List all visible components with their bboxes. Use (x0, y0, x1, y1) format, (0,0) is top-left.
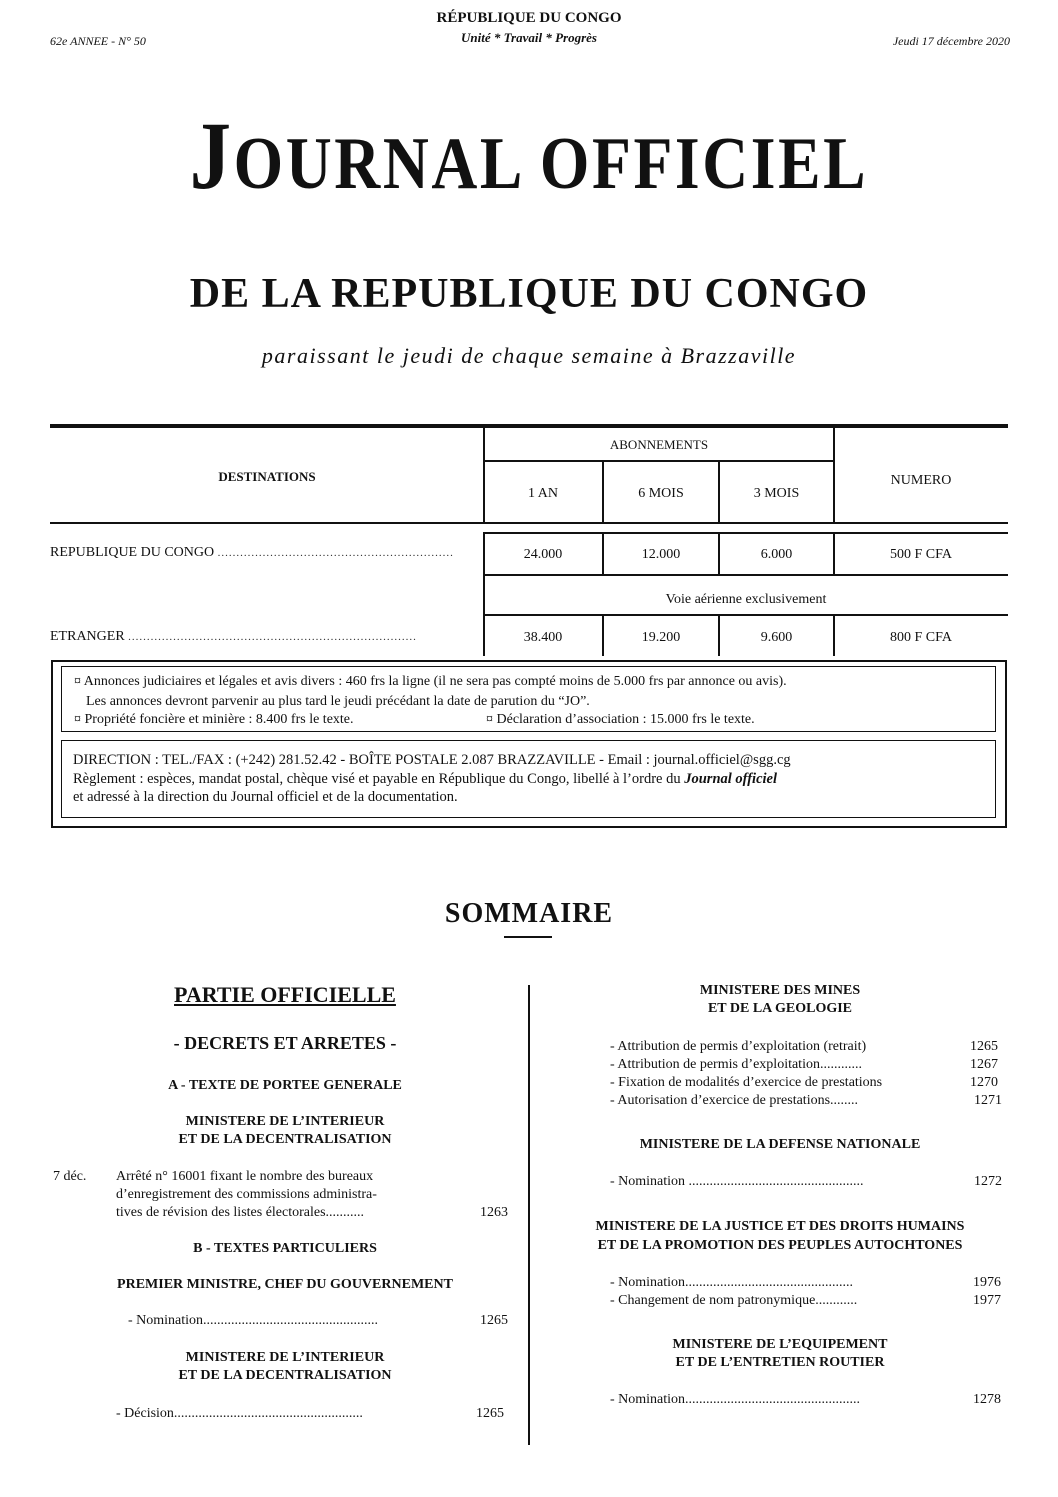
justice-changement-nom: - Changement de nom patronymique............ (610, 1293, 858, 1308)
section-a-heading: A - TEXTE DE PORTEE GENERALE (168, 1078, 402, 1093)
journal-title-initial: J (189, 102, 234, 209)
abonnements-header: ABONNEMENTS (609, 437, 709, 452)
destination-etranger-leader: ............................................................................. (128, 631, 417, 643)
direction-reglement (73, 771, 777, 788)
mines-heading-1: MINISTERE DES MINES (699, 983, 861, 998)
row1-top-rule (484, 532, 1008, 534)
period-1-an: 1 AN (528, 486, 558, 501)
journal-tagline: paraissant le jeudi de chaque semaine à Brazzaville (261, 343, 797, 368)
country-heading: RÉPUBLIQUE DU CONGO (436, 10, 622, 26)
mines-entry-3: - Fixation de modalités d’exercice de prestations (610, 1075, 883, 1090)
destinations-header: DESTINATIONS (218, 469, 316, 484)
mines-entry-2-page: 1267 (970, 1057, 998, 1072)
mines-entry-1: - Attribution de permis d’exploitation (retrait) (610, 1039, 867, 1054)
journal-subtitle: DE LA REPUBLIQUE DU CONGO (189, 271, 869, 317)
arrete-date: 7 déc. (53, 1169, 87, 1184)
mines-entry-3-page: 1270 (970, 1075, 998, 1090)
etranger-6-mois: 19.200 (641, 630, 681, 645)
partie-officielle-text: PARTIE OFFICIELLE (174, 982, 396, 1007)
destination-etranger (50, 629, 417, 645)
defense-heading: MINISTERE DE LA DEFENSE NATIONALE (639, 1137, 921, 1152)
notice-delai: Les annonces devront parvenir au plus tard le jeudi précédant la date de parution du “JO”. (86, 694, 590, 709)
mines-entry-4: - Autorisation d’exercice de prestations........ (610, 1093, 859, 1108)
arrete-line-1: Arrêté n° 16001 fixant le nombre des bureaux (116, 1169, 374, 1184)
arrete-page: 1263 (480, 1205, 508, 1220)
row2-top-rule (484, 614, 1008, 616)
arrete-line-2: d’enregistrement des commissions administra- (116, 1187, 377, 1202)
numero-header: NUMERO (890, 473, 952, 488)
journal-title-rest: OURNAL OFFICIEL (233, 123, 869, 205)
justice-heading-2: ET DE LA PROMOTION DES PEUPLES AUTOCHTONES (597, 1238, 963, 1253)
period-6-mois: 6 MOIS (638, 486, 684, 501)
pm-nomination: - Nomination.................................................. (128, 1313, 379, 1328)
sommaire-underline (504, 936, 552, 938)
destination-congo-label: REPUBLIQUE DU CONGO (50, 545, 215, 560)
table-header-rule (50, 522, 1008, 524)
pm-nomination-page: 1265 (480, 1313, 508, 1328)
congo-numero: 500 F CFA (890, 547, 952, 562)
air-note: Voie aérienne exclusivement (665, 592, 827, 607)
journal-title (74, 102, 984, 209)
direction-contact: DIRECTION : TEL./FAX : (+242) 281.52.42 - BOÎTE POSTALE 2.087 BRAZZAVILLE - Email : journal.officiel@sgg.cg (73, 752, 791, 768)
justice-nomination: - Nomination................................................ (610, 1275, 854, 1290)
equipement-nomination-page: 1278 (973, 1392, 1001, 1407)
table-top-rule (50, 424, 1008, 428)
mines-entry-1-page: 1265 (970, 1039, 998, 1054)
arrete-line-3: tives de révision des listes électorales........... (116, 1205, 365, 1220)
sommaire-title: SOMMAIRE (444, 898, 614, 929)
etranger-3-mois: 9.600 (760, 630, 793, 645)
justice-nomination-page: 1976 (973, 1275, 1001, 1290)
row1-bottom-rule (484, 574, 1008, 576)
justice-heading-1: MINISTERE DE LA JUSTICE ET DES DROITS HUMAINS (595, 1219, 965, 1234)
justice-changement-nom-page: 1977 (973, 1293, 1001, 1308)
direction-adresse: et adressé à la direction du Journal officiel et de la documentation. (73, 789, 458, 805)
reglement-journal-name: Journal officiel (684, 771, 778, 787)
section-b-heading: B - TEXTES PARTICULIERS (193, 1241, 377, 1256)
equipement-heading-1: MINISTERE DE L’EQUIPEMENT (672, 1337, 888, 1352)
ministry-interieur-heading-1: MINISTERE DE L’INTERIEUR (185, 1114, 385, 1129)
defense-nomination-page: 1272 (974, 1174, 1002, 1189)
equipement-nomination: - Nomination.................................................. (610, 1392, 861, 1407)
ministry-interieur-2-heading-1: MINISTERE DE L’INTERIEUR (185, 1350, 385, 1365)
notice-propriete: ¤ Propriété foncière et minière : 8.400 frs le texte. (74, 712, 354, 727)
notice-annonces: ¤ Annonces judiciaires et légales et avis divers : 460 frs la ligne (il ne sera pas compté moins de 5.000 frs par annonce ou avis). (74, 674, 787, 689)
notice-association: ¤ Déclaration d’association : 15.000 frs le texte. (486, 712, 755, 727)
destination-congo-leader: ............................................................... (217, 547, 454, 559)
issue-number: 62e ANNEE - N° 50 (50, 34, 146, 48)
reglement-text: Règlement : espèces, mandat postal, chèque visé et payable en République du Congo, libellé à l’ordre du (73, 771, 685, 787)
equipement-heading-2: ET DE L’ENTRETIEN ROUTIER (675, 1355, 885, 1370)
congo-1-an: 24.000 (523, 547, 563, 562)
decrets-heading: - DECRETS ET ARRETES - (173, 1033, 397, 1053)
congo-6-mois: 12.000 (641, 547, 681, 562)
etranger-numero: 800 F CFA (890, 630, 952, 645)
ministry-interieur-2-heading-2: ET DE LA DECENTRALISATION (178, 1368, 392, 1383)
ministry-interieur-heading-2: ET DE LA DECENTRALISATION (178, 1132, 392, 1147)
interieur-decision: - Décision...................................................... (116, 1406, 363, 1421)
abonnements-rule (484, 460, 834, 462)
national-motto: Unité * Travail * Progrès (460, 30, 597, 45)
defense-nomination: - Nomination .................................................. (610, 1174, 864, 1189)
partie-officielle-heading (50, 982, 520, 1008)
destination-congo (50, 545, 454, 561)
mines-heading-2: ET DE LA GEOLOGIE (707, 1001, 853, 1016)
period-3-mois: 3 MOIS (753, 486, 800, 501)
etranger-1-an: 38.400 (523, 630, 563, 645)
mines-entry-4-page: 1271 (974, 1093, 1002, 1108)
destination-etranger-label: ETRANGER (50, 629, 125, 644)
congo-3-mois: 6.000 (760, 547, 793, 562)
mines-entry-2: - Attribution de permis d’exploitation............ (610, 1057, 862, 1072)
interieur-decision-page: 1265 (476, 1406, 504, 1421)
column-divider (528, 985, 530, 1445)
premier-ministre-heading: PREMIER MINISTRE, CHEF DU GOUVERNEMENT (117, 1277, 453, 1292)
issue-date: Jeudi 17 décembre 2020 (892, 34, 1010, 48)
